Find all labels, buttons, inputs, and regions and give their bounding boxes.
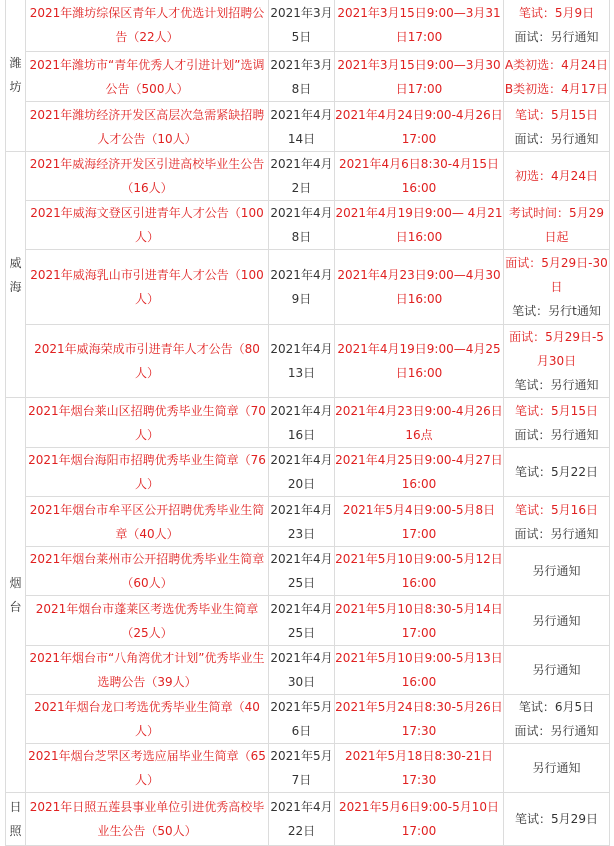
announcement-title[interactable]: 2021年烟台莱山区招聘优秀毕业生简章（70人） <box>26 398 269 448</box>
region-char: 烟 <box>9 576 22 590</box>
announcement-title[interactable]: 2021年威海文登区引进青年人才公告（100人） <box>26 201 269 250</box>
region-cell <box>6 0 26 152</box>
region-char: 海 <box>9 279 22 294</box>
table-row <box>6 646 610 695</box>
table-body <box>6 0 610 846</box>
announcement-title[interactable]: 2021年潍坊综保区青年人才优选计划招聘公告（22人） <box>26 0 269 52</box>
exam-line: 笔试：5月16日 <box>515 502 598 517</box>
region-cell <box>6 152 26 398</box>
exam-schedule <box>504 448 610 497</box>
exam-schedule <box>504 695 610 744</box>
table-row <box>6 744 610 793</box>
publish-date: 2021年4月25日 <box>269 547 335 596</box>
region-cell <box>6 793 26 846</box>
table-row <box>6 398 610 448</box>
table-row <box>6 201 610 250</box>
exam-line: 笔试：6月5日 <box>518 700 595 714</box>
registration-period: 2021年3月15日9:00—3月30日17:00 <box>335 52 504 102</box>
region-cell <box>6 398 26 793</box>
registration-period: 2021年3月15日9:00—3月31日17:00 <box>335 0 504 52</box>
registration-period: 2021年4月23日9:00-4月26日16点 <box>335 398 504 448</box>
announcement-title[interactable]: 2021年烟台莱州市公开招聘优秀毕业生简章（60人） <box>26 547 269 596</box>
publish-date: 2021年4月23日 <box>269 497 335 547</box>
region-char: 照 <box>9 824 22 838</box>
announcement-title[interactable]: 2021年烟台龙口考选优秀毕业生简章（40人） <box>26 695 269 744</box>
publish-date: 2021年4月8日 <box>269 201 335 250</box>
exam-line: 另行通知 <box>532 663 581 677</box>
exam-line: B类初选：4月17日 <box>504 81 609 96</box>
publish-date: 2021年4月16日 <box>269 398 335 448</box>
region-char: 台 <box>9 600 22 614</box>
region-char: 威 <box>9 255 22 270</box>
table-row <box>6 448 610 497</box>
recruitment-table <box>5 0 610 846</box>
exam-line: 面试：另行通知 <box>514 526 599 541</box>
exam-line: 初选：4月24日 <box>515 169 598 183</box>
registration-period: 2021年4月25日9:00-4月27日16:00 <box>335 448 504 497</box>
registration-period: 2021年4月6日8:30-4月15日16:00 <box>335 152 504 201</box>
exam-line: 笔试：5月29日 <box>515 812 598 826</box>
exam-line: 面试：另行通知 <box>514 427 599 442</box>
publish-date: 2021年4月13日 <box>269 325 335 398</box>
table-row <box>6 695 610 744</box>
registration-period: 2021年5月10日8:30-5月14日17:00 <box>335 596 504 646</box>
exam-line: 笔试：5月15日 <box>515 403 598 418</box>
exam-schedule <box>504 646 610 695</box>
table-row <box>6 152 610 201</box>
exam-schedule <box>504 596 610 646</box>
exam-schedule <box>504 547 610 596</box>
exam-line: A类初选：4月24日 <box>504 57 609 72</box>
exam-line: 面试：5月29日-30日 <box>505 256 608 294</box>
announcement-title[interactable]: 2021年烟台市牟平区公开招聘优秀毕业生简章（40人） <box>26 497 269 547</box>
registration-period: 2021年5月4日9:00-5月8日17:00 <box>335 497 504 547</box>
registration-period: 2021年4月19日9:00—4月25日16:00 <box>335 325 504 398</box>
registration-period: 2021年5月24日8:30-5月26日17:30 <box>335 695 504 744</box>
exam-line: 笔试：5月22日 <box>515 465 598 479</box>
registration-period: 2021年5月18日8:30-21日17:30 <box>335 744 504 793</box>
exam-line: 另行通知 <box>532 761 581 775</box>
table-row <box>6 793 610 846</box>
registration-period: 2021年5月6日9:00-5月10日17:00 <box>335 793 504 846</box>
publish-date: 2021年5月7日 <box>269 744 335 793</box>
registration-period: 2021年5月10日9:00-5月12日16:00 <box>335 547 504 596</box>
announcement-title[interactable]: 2021年威海乳山市引进青年人才公告（100人） <box>26 250 269 325</box>
exam-line: 笔试：5月15日 <box>515 107 598 122</box>
table-row <box>6 52 610 102</box>
exam-schedule <box>504 744 610 793</box>
table-row <box>6 102 610 152</box>
publish-date: 2021年4月25日 <box>269 596 335 646</box>
table-row <box>6 0 610 52</box>
region-char: 潍 <box>9 56 22 70</box>
exam-line: 面试：另行通知 <box>514 131 599 146</box>
announcement-title[interactable]: 2021年威海荣成市引进青年人才公告（80人） <box>26 325 269 398</box>
exam-line: 考试时间：5月29日起 <box>509 206 604 244</box>
exam-schedule <box>504 52 610 102</box>
registration-period: 2021年4月23日9:00—4月30日16:00 <box>335 250 504 325</box>
region-char: 日 <box>9 800 22 814</box>
exam-line: 笔试：5月9日 <box>518 6 595 20</box>
publish-date: 2021年4月20日 <box>269 448 335 497</box>
table-row <box>6 547 610 596</box>
publish-date: 2021年3月5日 <box>269 0 335 52</box>
exam-schedule <box>504 102 610 152</box>
region-char: 坊 <box>9 80 22 94</box>
exam-line: 面试：另行通知 <box>514 724 599 738</box>
exam-schedule <box>504 325 610 398</box>
registration-period: 2021年4月19日9:00— 4月21日16:00 <box>335 201 504 250</box>
announcement-title[interactable]: 2021年烟台市“八角湾优才计划”优秀毕业生选聘公告（39人） <box>26 646 269 695</box>
publish-date: 2021年4月22日 <box>269 793 335 846</box>
table-row <box>6 250 610 325</box>
exam-line: 另行通知 <box>532 564 581 578</box>
announcement-title[interactable]: 2021年烟台市蓬莱区考选优秀毕业生简章（25人） <box>26 596 269 646</box>
exam-line: 另行通知 <box>532 613 581 628</box>
exam-line: 笔试：另行t通知 <box>512 304 601 318</box>
publish-date: 2021年3月8日 <box>269 52 335 102</box>
exam-line: 笔试：另行通知 <box>514 378 599 392</box>
announcement-title[interactable]: 2021年潍坊市“青年优秀人才引进计划”选调公告（500人） <box>26 52 269 102</box>
exam-schedule <box>504 152 610 201</box>
announcement-title[interactable]: 2021年烟台芝罘区考选应届毕业生简章（65人） <box>26 744 269 793</box>
publish-date: 2021年4月14日 <box>269 102 335 152</box>
exam-schedule <box>504 250 610 325</box>
table-row <box>6 497 610 547</box>
publish-date: 2021年5月6日 <box>269 695 335 744</box>
table-row <box>6 325 610 398</box>
publish-date: 2021年4月30日 <box>269 646 335 695</box>
exam-schedule <box>504 398 610 448</box>
publish-date: 2021年4月9日 <box>269 250 335 325</box>
exam-schedule <box>504 497 610 547</box>
registration-period: 2021年5月10日9:00-5月13日16:00 <box>335 646 504 695</box>
publish-date: 2021年4月2日 <box>269 152 335 201</box>
table-row <box>6 596 610 646</box>
exam-line: 面试：5月29日-5月30日 <box>509 330 604 368</box>
announcement-title[interactable]: 2021年威海经济开发区引进高校毕业生公告（16人） <box>26 152 269 201</box>
exam-schedule <box>504 0 610 52</box>
announcement-title[interactable]: 2021年烟台海阳市招聘优秀毕业生简章（76人） <box>26 448 269 497</box>
exam-line: 面试：另行通知 <box>514 30 599 44</box>
announcement-title[interactable]: 2021年日照五莲县事业单位引进优秀高校毕业生公告（50人） <box>26 793 269 846</box>
exam-schedule <box>504 201 610 250</box>
exam-schedule <box>504 793 610 846</box>
registration-period: 2021年4月24日9:00-4月26日17:00 <box>335 102 504 152</box>
announcement-title[interactable]: 2021年潍坊经济开发区高层次急需紧缺招聘人才公告（10人） <box>26 102 269 152</box>
